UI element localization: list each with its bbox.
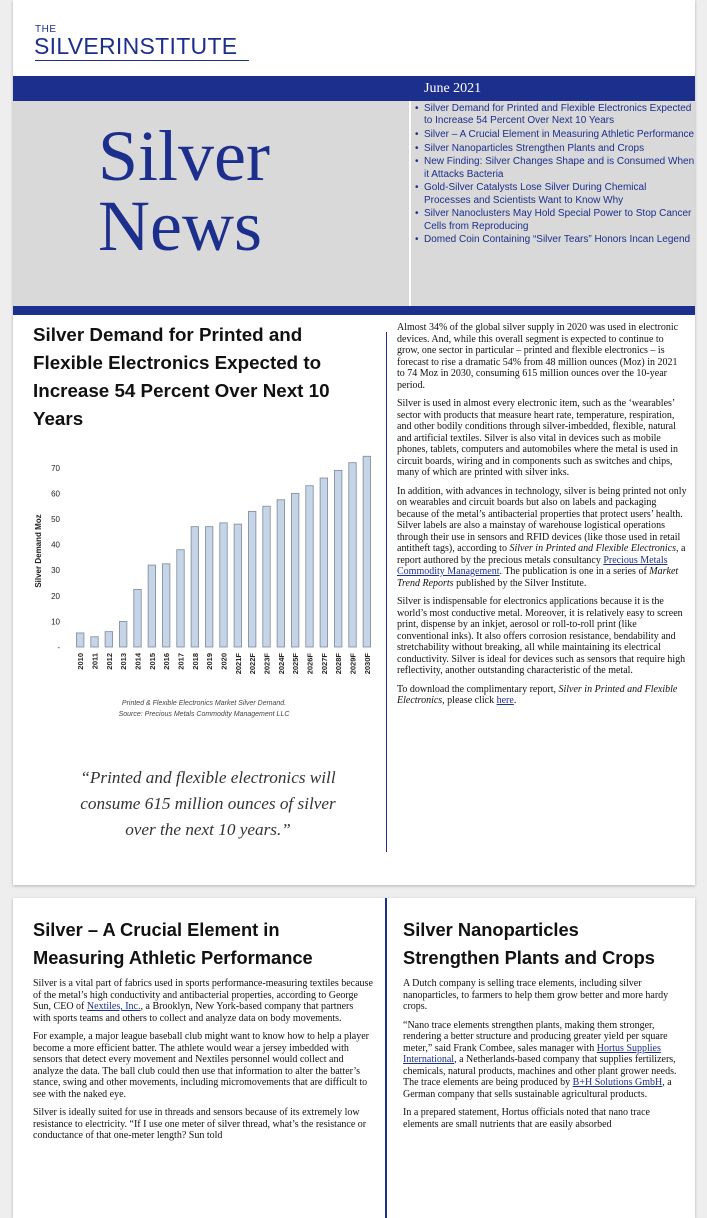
- x-tick-label: 2014: [133, 653, 143, 670]
- logo-rule: [35, 60, 249, 61]
- bullet-icon: •: [415, 182, 419, 194]
- x-tick-label: 2026F: [305, 653, 315, 675]
- x-tick-label: 2013: [119, 653, 129, 670]
- x-tick-label: 2018: [190, 653, 200, 670]
- article-1-body: [397, 322, 687, 714]
- paragraph: Silver is ideally suited for use in threads and sensors because of its extremely low resistance to electricity. “If I use one meter of silver thread, what’s the resistance or conductance of that one-meter length? Sun told: [33, 1107, 367, 1141]
- top-blue-bar: [13, 76, 695, 101]
- chart-caption-line1: Printed & Flexible Electronics Market Silver Demand.: [121, 700, 287, 707]
- bar-2016: [162, 564, 169, 647]
- paragraph: A Dutch company is selling trace elements, including silver nanoparticles, to farmers to help them grow better and more hardy crops.: [403, 978, 669, 1012]
- bar-2025F: [291, 493, 298, 647]
- silver-institute-logo: [34, 33, 237, 60]
- x-tick-label: 2022F: [248, 653, 258, 675]
- x-tick-label: 2027F: [319, 653, 329, 675]
- nextiles-link[interactable]: Nextiles, Inc.: [86, 1001, 141, 1012]
- x-tick-label: 2030F: [362, 653, 372, 675]
- article-3-headline: Silver Nanoparticles Strengthen Plants and Crops: [403, 919, 655, 968]
- bh-solutions-link[interactable]: B+H Solutions GmbH: [572, 1077, 663, 1088]
- bar-2022F: [248, 511, 255, 647]
- x-tick-label: 2017: [176, 653, 186, 670]
- bar-2019: [205, 527, 212, 647]
- logo-the: THE: [35, 24, 57, 35]
- x-tick-label: 2028F: [334, 653, 344, 675]
- bar-2014: [134, 589, 141, 647]
- article-2-headline: Silver – A Crucial Element in Measuring Athletic Performance: [33, 919, 313, 968]
- y-tick-label: 10: [51, 617, 60, 627]
- bullet-icon: •: [415, 234, 419, 246]
- x-tick-label: 2011: [90, 653, 100, 670]
- bar-2018: [191, 527, 198, 647]
- newsletter-page-2: [13, 898, 695, 1218]
- y-tick-label: 30: [51, 566, 60, 576]
- x-tick-label: 2016: [162, 653, 172, 670]
- x-tick-label: 2019: [205, 653, 215, 670]
- bar-2017: [177, 550, 184, 647]
- series-title: Market Trend Reports: [397, 566, 679, 589]
- toc-item[interactable]: • New Finding: Silver Changes Shape and is Consumed When it Attacks Bacteria: [415, 156, 695, 180]
- toc-item[interactable]: • Silver Nanoclusters May Hold Special Power to Stop Cancer Cells from Reproducing: [415, 208, 692, 232]
- toc-item[interactable]: • Gold-Silver Catalysts Lose Silver During Chemical Processes and Scientists Want to Know Why: [415, 182, 647, 206]
- paragraph: Silver is used in almost every electronic item, such as the ‘wearables’ sector with products that measure heart rate, temperature, respiration, and other bodily conditions through silver-imbedded, flexible, natural and artificial textiles. Silver is also vital in devices such as mobile phones, tablets, computers and automobiles where the metal is used in circuit boards, wiring and in components such as switches and chips, many of which are printed with silver inks.: [397, 398, 679, 478]
- toc-item[interactable]: • Silver Demand for Printed and Flexible Electronics Expected to Increase 54 Percent Over Next 10 Years: [415, 103, 692, 127]
- column-divider: [386, 332, 387, 852]
- masthead-title: [98, 116, 270, 266]
- x-tick-label: 2010: [76, 653, 86, 670]
- x-tick-label: 2021F: [233, 653, 243, 675]
- y-tick-label: 50: [51, 515, 60, 524]
- x-tick-label: 2015: [147, 653, 157, 670]
- x-tick-label: 2012: [104, 653, 114, 670]
- bar-2023F: [263, 506, 270, 647]
- y-tick-label: -: [57, 643, 60, 652]
- paragraph: Silver is indispensable for electronics applications because it is the world’s most conductive metal. Moreover, it is relatively easy to screen print, dispense by an inkjet, aerosol or roll-to-roll print (like conventional inks). It also offers corrosion resistance, bendability and stretchability without breaking, all while maintaining its electrical conductivity. Silver is ideal for devices such as sensors that require high reflectivity, another outstanding characteristic of the metal.: [397, 596, 686, 676]
- x-tick-label: 2023F: [262, 653, 272, 675]
- article-1-headline: Silver Demand for Printed and Flexible Electronics Expected to Increase 54 Percent Over Next 10 Years: [33, 324, 330, 429]
- bullet-icon: •: [415, 129, 419, 140]
- paragraph: In a prepared statement, Hortus officials noted that nano trace elements are small nutrients that are easily absorbed: [403, 1107, 650, 1130]
- y-tick-label: 40: [51, 540, 60, 550]
- y-tick-label: 70: [51, 463, 60, 473]
- paragraph: To download the complimentary report, Silver in Printed and Flexible Electronics, please click here.: [397, 683, 678, 706]
- toc-item[interactable]: • Silver – A Crucial Element in Measuring Athletic Performance: [415, 129, 695, 140]
- bar-2024F: [277, 500, 284, 647]
- toc-item[interactable]: • Silver Nanoparticles Strengthen Plants and Crops: [415, 142, 645, 154]
- article-2: [33, 916, 373, 1149]
- paragraph: In addition, with advances in technology, silver is being printed not only on wearables and circuit boards but also on labels and packaging because of the metal’s antibacterial properties that protect users’ health. Silver labels are also a mainstay of warehouse logistical operations through their use in sensors and RFID devices (like those used in retail antitheft tags), according to Silver in Printed and Flexible Electronics, a report authored by the precious metals consultancy Precious Metals Commodity Management. The publication is one in a series of Market Trend Reports published by the Silver Institute.: [397, 485, 687, 589]
- masthead-title-line1: Silver: [98, 116, 270, 196]
- bar-2028F: [334, 470, 341, 647]
- bullet-icon: •: [415, 156, 419, 168]
- chart-caption-line2: Source: Precious Metals Commodity Management LLC: [118, 711, 290, 718]
- newsletter-page-1: [13, 0, 695, 885]
- report-title: Silver in Printed and Flexible Electronics: [397, 683, 678, 706]
- silver-demand-bar-chart: [29, 447, 379, 687]
- pull-quote: “Printed and flexible electronics will consume 615 million ounces of silver over the next 10 years.”: [80, 768, 336, 839]
- table-of-contents: [411, 103, 695, 248]
- paragraph: “Nano trace elements strengthen plants, making them stronger, rendering a better structure and producing greater yield per square meter,” said Frank Combee, sales manager with Hortus Supplies International, a Netherlands-based company that supplies fertilizers, chemicals, natural products, machines and other plant grower needs. The trace elements are being produced by B+H Solutions GmbH, a German company that sells sustainable agricultural products.: [403, 1019, 677, 1100]
- y-tick-label: 60: [51, 489, 60, 499]
- chart-caption: [29, 698, 379, 720]
- toc-item[interactable]: • Domed Coin Containing “Silver Tears” Honors Incan Legend: [415, 234, 691, 246]
- logo-silver: SILVER: [34, 33, 116, 59]
- bar-2030F: [363, 456, 370, 647]
- bottom-blue-bar: [13, 306, 695, 315]
- bar-2020: [220, 523, 227, 647]
- bullet-icon: •: [415, 103, 419, 114]
- masthead-title-line2: News: [98, 186, 262, 266]
- bullet-icon: •: [415, 208, 419, 220]
- y-axis-label: Silver Demand Moz: [34, 514, 43, 588]
- bar-2011: [91, 637, 98, 647]
- bar-2026F: [306, 486, 313, 647]
- pmcm-link[interactable]: Precious Metals Commodity Management: [397, 554, 668, 577]
- bar-2027F: [320, 478, 327, 647]
- bar-2021F: [234, 524, 241, 647]
- bar-2013: [119, 621, 126, 647]
- bar-2015: [148, 565, 155, 647]
- x-tick-label: 2025F: [291, 653, 301, 675]
- x-tick-label: 2029F: [348, 653, 358, 675]
- bar-2029F: [349, 463, 356, 647]
- article-3: [403, 916, 679, 1137]
- download-here-link[interactable]: here: [496, 695, 514, 706]
- report-title: Silver in Printed and Flexible Electronics: [509, 543, 676, 554]
- column-divider: [385, 898, 387, 1218]
- y-tick-label: 20: [51, 591, 60, 601]
- paragraph: Silver is a vital part of fabrics used in sports performance-measuring textiles because of the metal’s high conductivity and antibacterial properties, according to George Sun, CEO of Nextiles, Inc., a Brooklyn, New York-based company that partners with sports teams and others to collect and analyze data on body movements.: [33, 978, 373, 1024]
- issue-date: June 2021: [424, 81, 482, 96]
- x-tick-label: 2024F: [276, 653, 286, 675]
- paragraph: Almost 34% of the global silver supply in 2020 was used in electronic devices. And, while this overall segment is expected to continue to grow, one sector in particular – printed and flexible electronics – is forecast to rise a dramatic 54% from 48 million ounces (Moz) in 2021 to 74 Moz in 2030, consuming 615 million ounces over the 10-year period.: [397, 322, 679, 391]
- logo-institute: INSTITUTE: [115, 33, 238, 59]
- bar-2012: [105, 632, 112, 647]
- bar-2010: [76, 633, 83, 647]
- masthead: [13, 101, 695, 306]
- bullet-icon: •: [415, 142, 419, 154]
- x-tick-label: 2020: [219, 653, 229, 670]
- hortus-link[interactable]: Hortus Supplies International: [403, 1042, 661, 1065]
- paragraph: For example, a major league baseball club might want to know how to help a player become a more efficient batter. The athlete would wear a jersey imbedded with sensors that detect every movement and Nextiles personnel would collect and analyze the data. The ball club could then use that information to alter the batter’s stance, swing and other movements, including micromovements that are difficult to see with the naked eye.: [33, 1031, 370, 1100]
